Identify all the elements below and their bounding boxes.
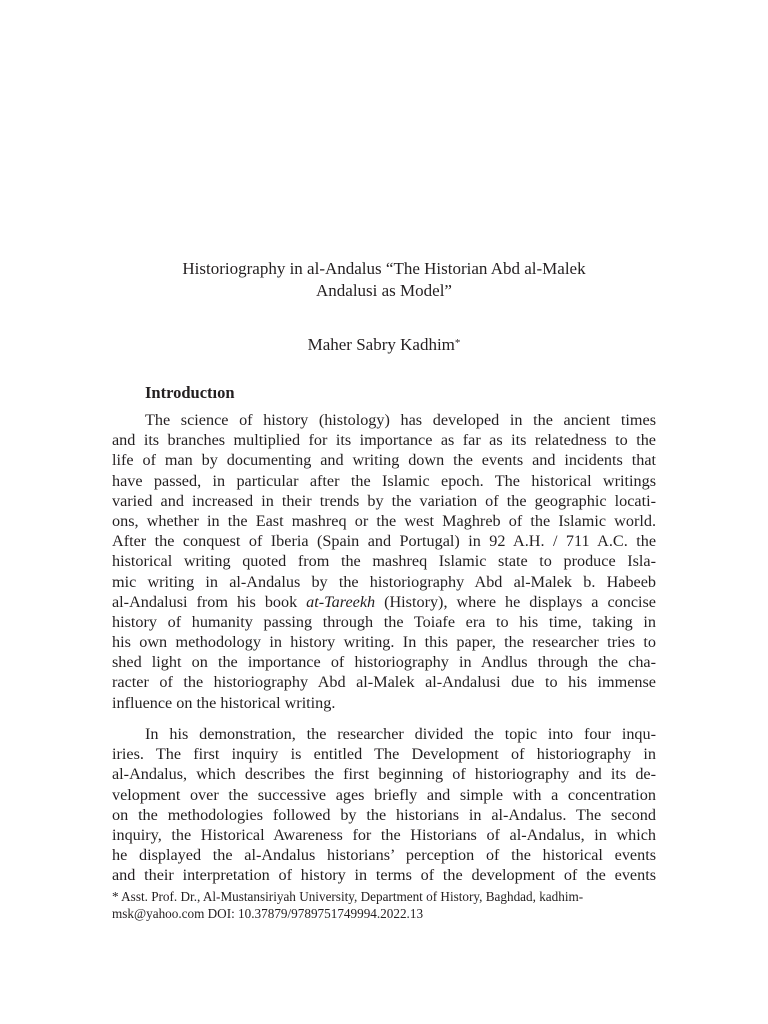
paragraph-line: inquiry, the Historical Awareness for the Historians of al-Andalus, in which	[112, 825, 656, 844]
paragraph-line: have passed, in particular after the Islamic epoch. The historical writings	[112, 471, 656, 490]
line-text-before: al-Andalusi from his book	[112, 592, 307, 611]
paragraph-line: racter of the historiography Abd al-Malek al-Andalusi due to his immense	[112, 673, 656, 692]
paragraph-demonstration	[112, 724, 656, 886]
paragraph-line: al-Andalus, which describes the first beginning of historiography and its de-	[112, 765, 656, 784]
paragraph-line: The science of history (histology) has developed in the ancient times	[145, 411, 656, 429]
paper-title	[112, 258, 656, 302]
paragraph-line: history of humanity passing through the Toiafe era to his time, taking in	[112, 612, 656, 631]
paragraph-line: shed light on the importance of historiography in Andlus through the cha-	[112, 653, 656, 672]
paragraph-line: ons, whether in the East mashreq or the west Maghreb of the Islamic world.	[112, 511, 656, 530]
paragraph-line: velopment over the successive ages briefly and simple with a concentration	[112, 785, 656, 804]
section-heading-introduction: Introductıon	[145, 383, 235, 402]
paragraph-line: and its branches multiplied for its importance as far as its relatedness to the	[112, 431, 656, 450]
paragraph-line: mic writing in al-Andalus by the historiography Abd al-Malek b. Habeeb	[112, 572, 656, 591]
author-name	[112, 334, 656, 356]
paragraph-line: influence on the historical writing.	[112, 693, 336, 712]
paragraph-line: varied and increased in their trends by the variation of the geographic locati-	[112, 491, 656, 510]
paragraph-line: iries. The first inquiry is entitled The Development of historiography in	[112, 745, 656, 764]
book-title-italic: at-Tareekh	[306, 592, 376, 611]
paragraph-line: In his demonstration, the researcher divided the topic into four inqu-	[145, 725, 656, 743]
paragraph-line: After the conquest of Iberia (Spain and Portugal) in 92 A.H. / 711 A.C. the	[112, 532, 656, 551]
footnote-marker: *	[454, 337, 461, 349]
paragraph-line: life of man by documenting and writing down the events and incidents that	[112, 451, 656, 470]
title-line-1: Historiography in al-Andalus “The Historian Abd al-Malek	[182, 259, 586, 278]
paragraph-line: and their interpretation of history in terms of the development of the events	[112, 866, 656, 885]
line-text-after: (History), where he displays a concise	[375, 592, 656, 611]
footnote	[112, 888, 656, 922]
paragraph-line-with-book-title	[112, 592, 656, 612]
footnote-line-2: msk@yahoo.com DOI: 10.37879/9789751749994.2022.13	[112, 906, 424, 921]
paragraph-line: historical writing quoted from the mashreq Islamic state to produce Isla-	[112, 552, 656, 571]
paragraph-line: on the methodologies followed by the historians in al-Andalus. The second	[112, 805, 656, 824]
paragraph-line: his own methodology in history writing. In this paper, the researcher tries to	[112, 633, 656, 652]
author-name-text: Maher Sabry Kadhim	[307, 335, 455, 354]
footnote-line-1: * Asst. Prof. Dr., Al-Mustansiriyah University, Department of History, Baghdad, kadhim-	[112, 889, 584, 904]
title-line-2: Andalusi as Model”	[316, 281, 452, 300]
paragraph-introduction	[112, 410, 656, 713]
paragraph-line: he displayed the al-Andalus historians’ perception of the historical events	[112, 846, 656, 865]
